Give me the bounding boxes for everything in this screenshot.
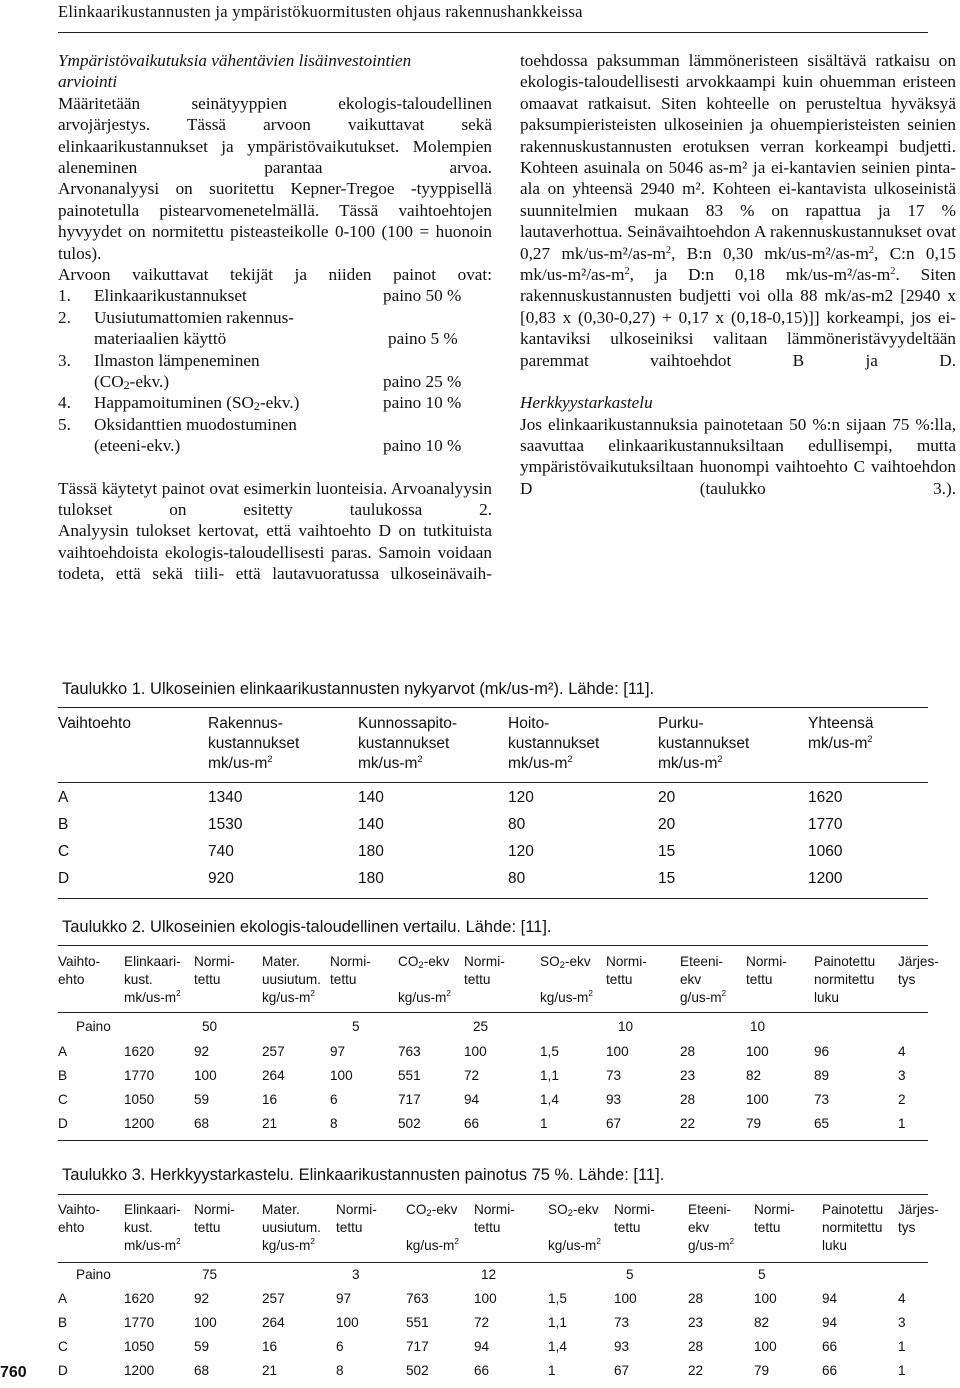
table3-cell: 763: [406, 1291, 429, 1306]
table1-cell: 120: [508, 843, 534, 860]
table2-header-cell: Normi-: [606, 954, 647, 969]
table1-cell: C: [58, 843, 70, 860]
table2-weight: 10: [618, 1019, 634, 1034]
table3-cell: 100: [474, 1291, 497, 1306]
table1-cell: 1620: [808, 789, 843, 806]
table2-cell: 3: [898, 1068, 906, 1083]
table3-cell: B: [58, 1315, 68, 1330]
table3-cell: 92: [194, 1291, 210, 1306]
table2-weight: 10: [750, 1019, 766, 1034]
table3-weight: 5: [626, 1267, 634, 1282]
table3-cell: 94: [822, 1315, 838, 1330]
table3-cell: 66: [822, 1339, 838, 1354]
paragraph-3: Arvoon vaikuttavat tekijät ja niiden painot ovat:: [58, 265, 492, 285]
table2-cell: 94: [464, 1092, 480, 1107]
table2-cell: 717: [398, 1092, 421, 1107]
table3-caption: Taulukko 3. Herkkyystarkastelu. Elinkaarikustannusten painotus 75 %. Lähde: [11].: [62, 1166, 665, 1184]
table2-header-cell: Painotettu: [814, 954, 876, 969]
table3-cell: C: [58, 1339, 68, 1354]
table3-cell: 79: [754, 1363, 770, 1378]
table2-weight: 25: [473, 1019, 489, 1034]
table1-cell: 120: [508, 789, 534, 806]
table2-cell: 1200: [124, 1116, 155, 1131]
table2-header-cell: tettu: [746, 972, 773, 987]
table2-header-cell: Elinkaari-: [124, 954, 181, 969]
table3-cell: 6: [336, 1339, 344, 1354]
table1-cell: 140: [358, 789, 384, 806]
table2-cell: 28: [680, 1092, 696, 1107]
table1-header-cell: kustannukset: [358, 735, 450, 752]
list-item-cont: $(CO_2-ekv.)$ paino 25 %: [94, 372, 462, 393]
table1-header-cell: $mk/us-m^2$: [358, 754, 423, 772]
table1-header-cell: kustannukset: [508, 735, 600, 752]
table2-header-cell: Normi-: [330, 954, 371, 969]
table2-cell: 1,1: [540, 1068, 559, 1083]
table2-cell: 1770: [124, 1068, 155, 1083]
table3-header-rule: [58, 1262, 928, 1263]
table2-header-cell: $mk/us-m^2$: [124, 989, 181, 1005]
table1-cell: A: [58, 789, 69, 806]
table3-cell: 100: [754, 1291, 777, 1306]
table3-cell: 1: [548, 1363, 556, 1378]
table3-header-cell: ehto: [58, 1220, 85, 1235]
table3-cell: 4: [898, 1291, 906, 1306]
table1-cell: 20: [658, 816, 676, 833]
table3-header-cell: kust.: [124, 1220, 153, 1235]
section-heading-investments: Ympäristövaikutuksia vähentävien lisäinvestointien arviointi: [58, 51, 412, 92]
table1-header-cell: $mk/us-m^2$: [508, 754, 573, 772]
table1-cell: D: [58, 870, 70, 887]
table2-header-cell: ehto: [58, 972, 85, 987]
table3-header-cell: Normi-: [336, 1202, 377, 1217]
list-item: 5. Oksidanttien muodostuminen: [58, 414, 297, 434]
table2-cell: C: [58, 1092, 68, 1107]
paragraph-1: Määritetään seinätyyppien ekologis-taloudellinen arvojärjestys. Tässä arvoon vaikuttavat sekä elinkaarikustannukset ja ympäristövaikutukset. Molempien aleneminen parantaa arvoa.: [58, 93, 492, 178]
table2-header-cell: Normi-: [194, 954, 235, 969]
table1-header-cell: kustannukset: [208, 735, 300, 752]
table2-cell: 67: [606, 1116, 622, 1131]
table2-cell: 1050: [124, 1092, 155, 1107]
table3-cell: 100: [194, 1315, 217, 1330]
table2-cell: 100: [606, 1044, 629, 1059]
table2-header-cell: tettu: [330, 972, 357, 987]
table3-cell: 3: [898, 1315, 906, 1330]
table3-header-cell: tettu: [614, 1220, 641, 1235]
table1-cell: 740: [208, 843, 234, 860]
table2-cell: 92: [194, 1044, 210, 1059]
table3-header-cell: tettu: [336, 1220, 363, 1235]
table2-cell: 8: [330, 1116, 338, 1131]
table2-header-cell: Normi-: [464, 954, 505, 969]
table2-cell: 1,4: [540, 1092, 559, 1107]
table1-cell: 1340: [208, 789, 243, 806]
table3-header-cell: $SO_2$-ekv: [548, 1202, 599, 1219]
table2-cell: 6: [330, 1092, 338, 1107]
table3-cell: 94: [474, 1339, 490, 1354]
table3-cell: 1200: [124, 1363, 155, 1378]
table3-cell: 28: [688, 1291, 704, 1306]
paragraph-sensitivity: Jos elinkaarikustannuksia painotetaan 50 %:n sijaan 75 %:lla, saavuttaa elinkaarikustannuksiltaan edullisempi, mutta ympäristövaikutuksiltaan huonompi vaihtoehto C vaihtoehdon D (taulukko 3.).: [520, 414, 956, 498]
section-heading-sensitivity: Herkkyystarkastelu: [520, 393, 653, 413]
table2-cell: 66: [464, 1116, 480, 1131]
table1-header-cell: $mk/us-m^2$: [208, 754, 273, 772]
table1-cell: 920: [208, 870, 234, 887]
table1-cell: 1060: [808, 843, 843, 860]
table1-header-cell: Kunnossapito-: [358, 715, 458, 732]
table3-cell: 264: [262, 1315, 285, 1330]
table2-header-cell: $kg/us-m^2$: [262, 989, 315, 1005]
table2-header-cell: Vaihto-: [58, 954, 101, 969]
table3-header-cell: Painotettu: [822, 1202, 884, 1217]
table3-cell: 1,5: [548, 1291, 567, 1306]
table1-header-cell: Purku-: [658, 715, 704, 732]
table2-weight: 50: [202, 1019, 218, 1034]
table3-cell: 1770: [124, 1315, 155, 1330]
table3-cell: 97: [336, 1291, 352, 1306]
table3-cell: 72: [474, 1315, 490, 1330]
paragraph-cont: toehdossa paksumman lämmöneristeen sisältävä ratkaisu on ekologis-taloudellisesti arvokkaampi kuin ohuemman eristeen omaavat ratkaisut. Siten kohteelle on perusteltua hyväksyä paksumpieristeisten ulkoseinien ja ohuempieristeisten seinien rakennuskustannusten erotuksen verran korkeampi budjetti. Kohteen asuinala on 5046 as-m² ja ei-kantavien seinien pinta-ala on yhteensä 2940 m². Kohteen ei-kantavista ulkoseinistä suunnitelmien mukaan 83 % on rapattua ja 17 % lautaverhottua. Seinävaihtoehdon A rakennuskustannukset ovat 0,27 $mk/us-m^2/as-m^2$, B:n 0,30 $mk/us-m^2/as-m^2$, C:n 0,15 $mk/us-m^2/as-m^2$, ja D:n 0,18 $mk/us-m^2/as-m^2$. Siten rakennuskustannusten budjetti voi olla 88 mk/as-m2 [2940 x [0,83 x (0,30-0,27) + 0,17 x (0,18-0,15)]] korkeampi, jos ei-kantaviksi ulkoseiniksi valitaan lämmöneristävyydeltään paremmat vaihtoehdot B ja D.: [520, 51, 956, 370]
table2-cell: 23: [680, 1068, 696, 1083]
table2-cell: 93: [606, 1092, 622, 1107]
table1-header-cell: $mk/us-m^2$: [658, 754, 723, 772]
table2-header-cell: tettu: [606, 972, 633, 987]
table3-header-cell: $g/us-m^2$: [688, 1237, 735, 1253]
table1-cell: 80: [508, 816, 526, 833]
table3-header-cell: Eteeni-: [688, 1202, 732, 1217]
table3-cell: 73: [614, 1315, 630, 1330]
table2-header-cell: $g/us-m^2$: [680, 989, 727, 1005]
table1-cell: 15: [658, 870, 676, 887]
table2-cell: B: [58, 1068, 68, 1083]
table3-cell: 1,4: [548, 1339, 567, 1354]
table2-cell: 82: [746, 1068, 762, 1083]
table3-weight: 5: [758, 1267, 766, 1282]
table3-header-cell: Normi-: [474, 1202, 515, 1217]
table3-weight: 12: [481, 1267, 497, 1282]
table1-cell: 15: [658, 843, 676, 860]
list-item: 1. Elinkaarikustannukset paino 50 %: [58, 286, 462, 306]
table1-cell: 180: [358, 843, 384, 860]
table2-cell: 4: [898, 1044, 906, 1059]
table2-cell: 21: [262, 1116, 278, 1131]
table1-header-cell: kustannukset: [658, 735, 750, 752]
table3-cell: 16: [262, 1339, 278, 1354]
table1-cell: 180: [358, 870, 384, 887]
table2-header-cell: Eteeni-: [680, 954, 724, 969]
table3-cell: 257: [262, 1291, 285, 1306]
table2-header-cell: tettu: [194, 972, 221, 987]
table3-header-cell: $kg/us-m^2$: [406, 1237, 459, 1253]
table2-header-cell: tettu: [464, 972, 491, 987]
table3-header-cell: $kg/us-m^2$: [262, 1237, 315, 1253]
table2-cell: 2: [898, 1092, 906, 1107]
table2-header-cell: $CO_2$-ekv: [398, 954, 450, 971]
table3-cell: 68: [194, 1363, 210, 1378]
table3-cell: 502: [406, 1363, 429, 1378]
table3-header-cell: Normi-: [754, 1202, 795, 1217]
table3-header-cell: ekv: [688, 1220, 710, 1235]
table2-header-cell: Normi-: [746, 954, 787, 969]
table3-header-cell: normitettu: [822, 1220, 883, 1235]
table3-cell: 1050: [124, 1339, 155, 1354]
table1-caption: Taulukko 1. Ulkoseinien elinkaarikustannusten nykyarvot (mk/us-m²). Lähde: [11].: [62, 680, 655, 698]
table2-cell: D: [58, 1116, 68, 1131]
table2-header-cell: Järjes-: [898, 954, 939, 969]
table2-cell: 1620: [124, 1044, 155, 1059]
table3-cell: 1: [898, 1339, 906, 1354]
table3-cell: 1620: [124, 1291, 155, 1306]
paragraph-4: Tässä käytetyt painot ovat esimerkin luonteisia. Arvoanalyysin tulokset on esitetty taulukossa 2.: [58, 478, 492, 519]
table2-header-cell: kust.: [124, 972, 153, 987]
table3-cell: 67: [614, 1363, 630, 1378]
table2-weight: 5: [352, 1019, 360, 1034]
table2-cell: 73: [814, 1092, 830, 1107]
table3-header-cell: Mater.: [262, 1202, 300, 1217]
table3-weights-label: Paino: [76, 1267, 111, 1282]
table2-caption: Taulukko 2. Ulkoseinien ekologis-taloudellinen vertailu. Lähde: [11].: [62, 918, 552, 936]
table2-cell: 16: [262, 1092, 278, 1107]
table2-cell: 79: [746, 1116, 762, 1131]
table3-header-cell: tys: [898, 1220, 916, 1235]
table3-cell: 23: [688, 1315, 704, 1330]
table3-cell: 94: [822, 1291, 838, 1306]
page-number: 760: [0, 1364, 27, 1381]
table1-cell: 1770: [808, 816, 843, 833]
table2-cell: 100: [464, 1044, 487, 1059]
table2-header-cell: $SO_2$-ekv: [540, 954, 591, 971]
table3-cell: 22: [688, 1363, 704, 1378]
table3-cell: 21: [262, 1363, 278, 1378]
table3-cell: A: [58, 1291, 68, 1306]
table2-header-cell: $kg/us-m^2$: [398, 989, 451, 1005]
table3-header-cell: Elinkaari-: [124, 1202, 181, 1217]
table1-header-cell: Yhteensä: [808, 715, 874, 732]
list-item-cont: materiaalien käyttö paino 5 %: [94, 329, 458, 349]
table2-cell: 763: [398, 1044, 421, 1059]
table1-header-cell: Rakennus-: [208, 715, 283, 732]
table2-header-cell: ekv: [680, 972, 702, 987]
list-item-cont: (eteeni-ekv.) paino 10 %: [94, 436, 462, 456]
table1-header-cell: Vaihtoehto: [58, 715, 131, 732]
table2-weights-label: Paino: [76, 1019, 111, 1034]
table3-header-cell: Normi-: [194, 1202, 235, 1217]
table3-cell: 717: [406, 1339, 429, 1354]
table1-cell: B: [58, 816, 69, 833]
table3-header-cell: uusiutum.: [262, 1220, 321, 1235]
table2-cell: 28: [680, 1044, 696, 1059]
table2-cell: 97: [330, 1044, 346, 1059]
table2-cell: 1: [540, 1116, 548, 1131]
table1-header-cell: $mk/us-m^2$: [808, 734, 873, 752]
table3-weight: 75: [202, 1267, 218, 1282]
table2-cell: 73: [606, 1068, 622, 1083]
table3-cell: 1: [898, 1363, 906, 1378]
table2-cell: 59: [194, 1092, 210, 1107]
table2-cell: 551: [398, 1068, 421, 1083]
table2-header-cell: Mater.: [262, 954, 300, 969]
list-item: 4. Happamoituminen $(SO_2-ekv.)$ paino 10 %: [58, 393, 462, 414]
table3-cell: 100: [614, 1291, 637, 1306]
table2-cell: 100: [746, 1092, 769, 1107]
table3-header-cell: $mk/us-m^2$: [124, 1237, 181, 1253]
table2-cell: 89: [814, 1068, 830, 1083]
table3-header-cell: Vaihto-: [58, 1202, 101, 1217]
table3-cell: 59: [194, 1339, 210, 1354]
table2-cell: 502: [398, 1116, 421, 1131]
list-item: 3. Ilmaston lämpeneminen: [58, 350, 260, 370]
table3-cell: 8: [336, 1363, 344, 1378]
table2-cell: 72: [464, 1068, 480, 1083]
table3-header-cell: tettu: [754, 1220, 781, 1235]
table3-cell: 93: [614, 1339, 630, 1354]
table3-cell: 100: [336, 1315, 359, 1330]
running-head: Elinkaarikustannusten ja ympäristökuormitusten ohjaus rakennushankkeissa: [58, 2, 583, 21]
table3-header-cell: Järjes-: [898, 1202, 939, 1217]
table3-weight: 3: [352, 1267, 360, 1282]
table3-cell: 28: [688, 1339, 704, 1354]
table3-header-cell: tettu: [194, 1220, 221, 1235]
table1-cell: 20: [658, 789, 676, 806]
table2-header-cell: normitettu: [814, 972, 875, 987]
table3-cell: 82: [754, 1315, 770, 1330]
table3-header-cell: luku: [822, 1238, 847, 1253]
table3-header-cell: $CO_2$-ekv: [406, 1202, 458, 1219]
table2-cell: 100: [194, 1068, 217, 1083]
table3-header-cell: tettu: [474, 1220, 501, 1235]
table3-cell: 66: [822, 1363, 838, 1378]
table2-cell: 1: [898, 1116, 906, 1131]
table2-cell: 1,5: [540, 1044, 559, 1059]
table2-cell: 68: [194, 1116, 210, 1131]
list-item: 2. Uusiutumattomien rakennus-: [58, 307, 295, 327]
table3-header-cell: Normi-: [614, 1202, 655, 1217]
table2-header-cell: tys: [898, 972, 916, 987]
table3-cell: 66: [474, 1363, 490, 1378]
table1-cell: 140: [358, 816, 384, 833]
paragraph-5: Analyysin tulokset kertovat, että vaihtoehto D on tutkituista vaihtoehdoista ekologis-taloudellisesti paras. Samoin voidaan todeta, että sekä tiili- että lautavuoratussa ulkoseinävaih-: [58, 521, 492, 584]
table2-cell: 65: [814, 1116, 830, 1131]
table2-cell: 100: [746, 1044, 769, 1059]
table2-cell: 96: [814, 1044, 830, 1059]
table1-cell: 1530: [208, 816, 243, 833]
table3-cell: 100: [754, 1339, 777, 1354]
table3-cell: D: [58, 1363, 68, 1378]
table2-cell: 100: [330, 1068, 353, 1083]
table3-cell: 551: [406, 1315, 429, 1330]
table2-header-cell: uusiutum.: [262, 972, 321, 987]
table2-cell: 264: [262, 1068, 285, 1083]
table1-header-cell: Hoito-: [508, 715, 550, 732]
table2-cell: 22: [680, 1116, 696, 1131]
table3-cell: 1,1: [548, 1315, 567, 1330]
table1-cell: 80: [508, 870, 526, 887]
table2-header-cell: luku: [814, 990, 839, 1005]
table2-header-cell: $kg/us-m^2$: [540, 989, 593, 1005]
table1-cell: 1200: [808, 870, 843, 887]
table3-header-cell: $kg/us-m^2$: [548, 1237, 601, 1253]
table2-cell: 257: [262, 1044, 285, 1059]
paragraph-2: Arvonanalyysi on suoritettu Kepner-Tregoe -tyyppisellä painotetulla pistearvomenetelmällä. Tässä vaihtoehtojen hyvyydet on normitettu pisteasteikolle 0-100 (100 = huonoin tulos).: [58, 179, 492, 263]
table2-cell: A: [58, 1044, 68, 1059]
